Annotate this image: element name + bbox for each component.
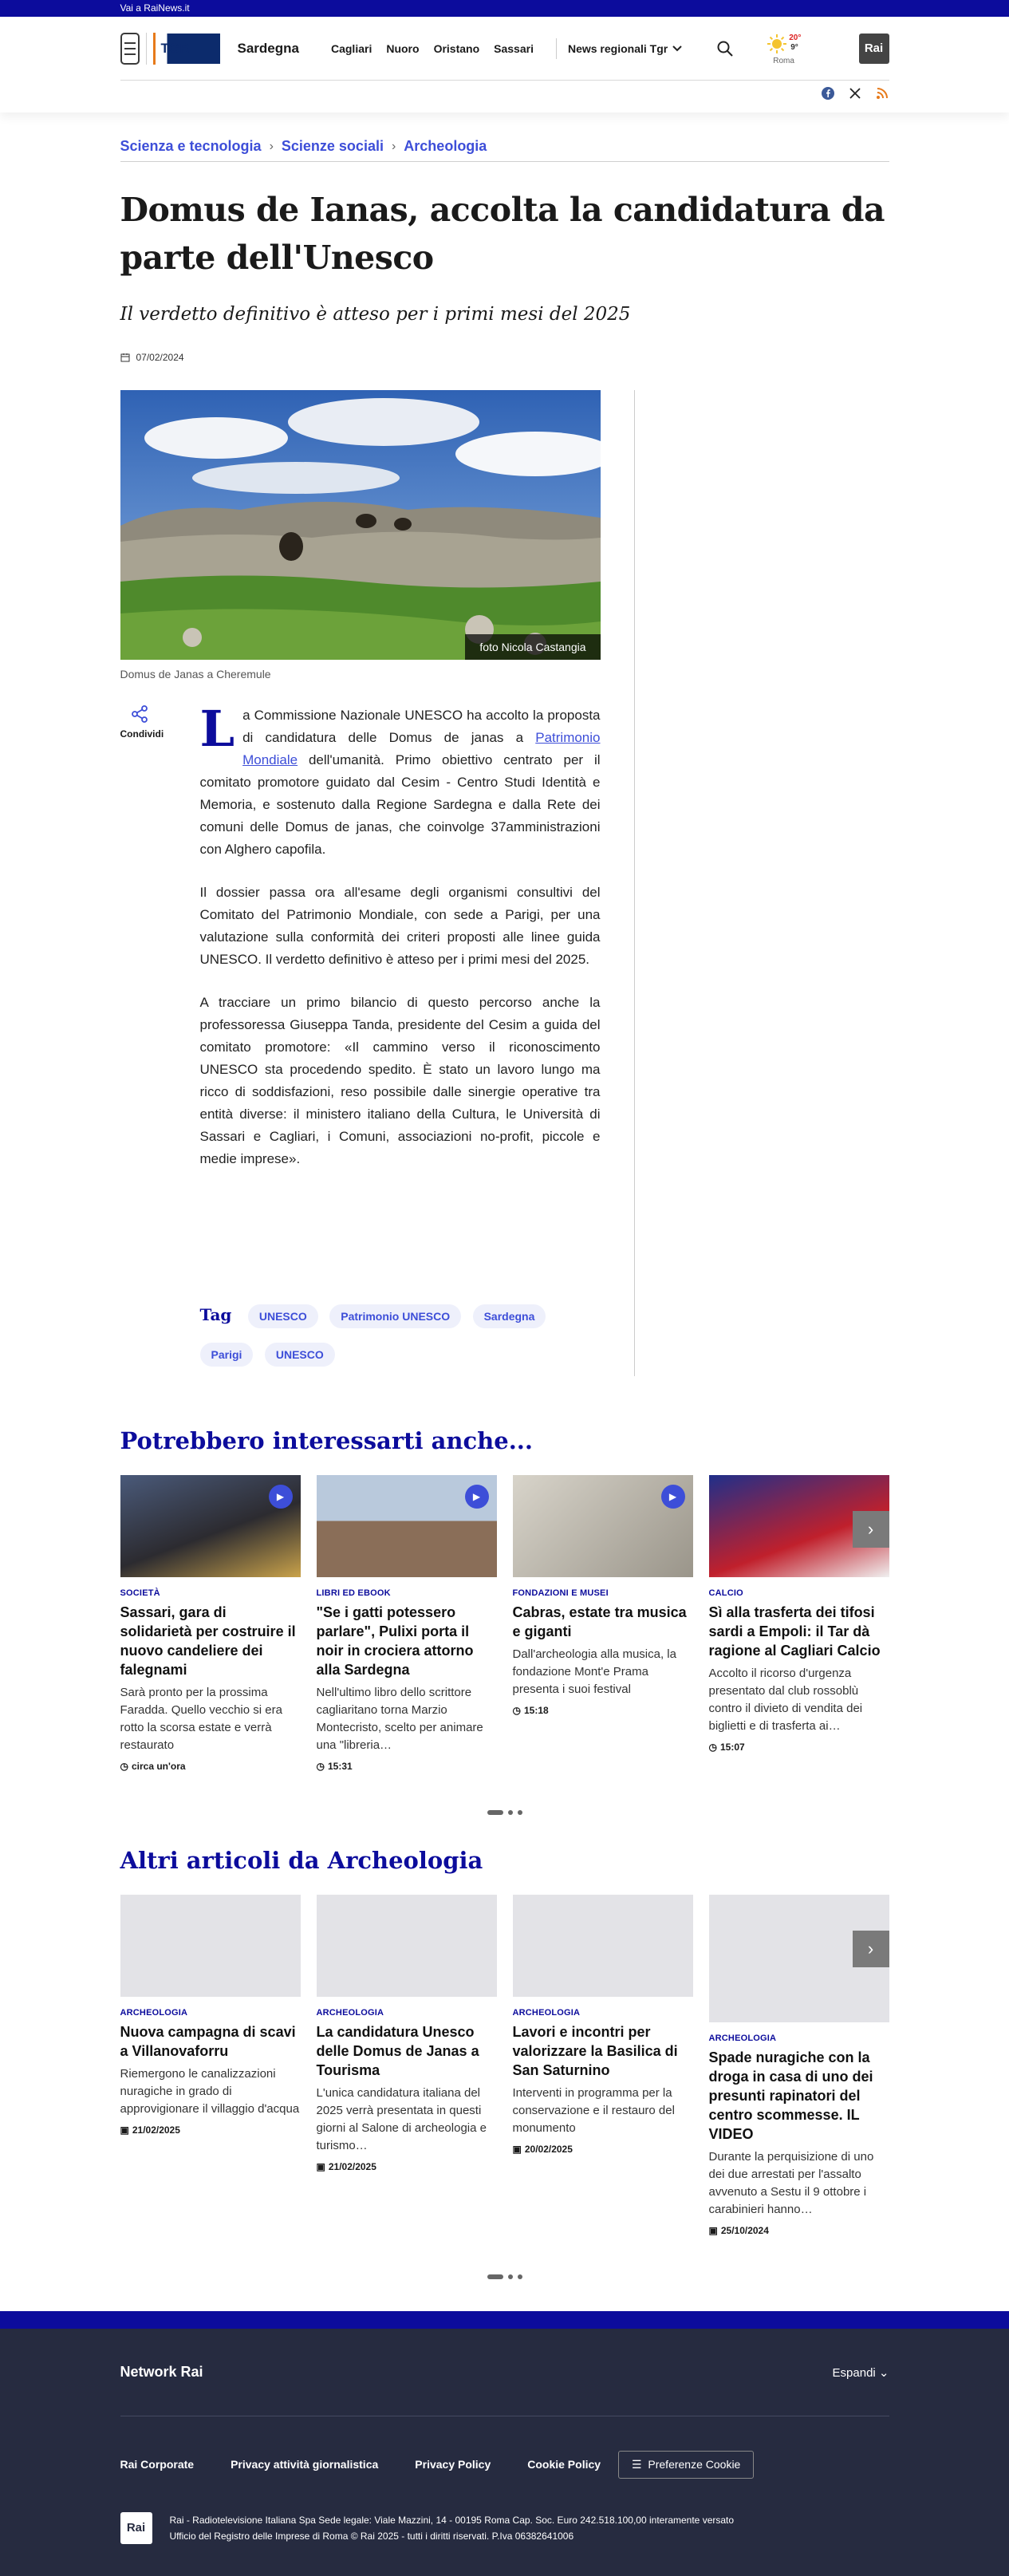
calendar-icon: ▣ (120, 2124, 129, 2136)
tags-section (200, 1304, 601, 1381)
carousel-dots (120, 2274, 889, 2279)
news-card[interactable]: CALCIO Sì alla trasferta dei tifosi sardi a Empoli: il Tar dà ragione al Cagliari Calcio Accolto il ricorso d'urgenza presentato dal club rossoblù contro il divieto di vendita dei biglietti e di trasferta ai… ◷ 15:07 (709, 1475, 889, 1772)
tags-heading: Tag (199, 1305, 232, 1324)
menu-button[interactable] (120, 33, 140, 65)
city-link[interactable]: Nuoro (386, 41, 420, 55)
tag-chip[interactable]: Sardegna (473, 1304, 546, 1328)
city-link[interactable]: Cagliari (330, 41, 372, 55)
weather-city: Roma (773, 56, 794, 65)
temp-max: 20° (789, 33, 802, 42)
chevron-right-icon: › (391, 139, 396, 153)
sidebar-column (634, 390, 889, 1376)
news-card[interactable]: ▶ FONDAZIONI E MUSEI Cabras, estate tra musica e giganti Dall'archeologia alla musica, la fondazione Mont'e Prama presenta i suoi festival ◷ 15:18 (513, 1475, 693, 1772)
carousel-dot[interactable] (487, 2274, 503, 2279)
weather-widget[interactable] (765, 29, 808, 69)
footer-link[interactable]: Cookie Policy (527, 2458, 601, 2471)
tag-chip[interactable]: UNESCO (248, 1304, 318, 1328)
carousel-dot[interactable] (518, 1810, 522, 1815)
chevron-down-icon: ⌄ (878, 2365, 889, 2380)
breadcrumb-item[interactable]: Scienze sociali (281, 138, 384, 154)
photo-caption: Domus de Janas a Cheremule (120, 668, 271, 680)
sun-icon (767, 34, 787, 54)
news-card[interactable]: ARCHEOLOGIA Nuova campagna di scavi a Villanovaforru Riemergono le canalizzazioni nuragiche in grado di approvigionare il villaggio d'acqua ▣ 21/02/2025 (120, 1895, 301, 2236)
breadcrumb-item[interactable]: Archeologia (404, 138, 487, 154)
more-carousel (120, 1895, 889, 2236)
play-icon[interactable]: ▶ (661, 1485, 685, 1509)
breadcrumb (120, 138, 889, 162)
carousel-dot[interactable] (508, 2274, 513, 2279)
footer-link[interactable]: Rai Corporate (120, 2458, 195, 2471)
chevron-down-icon (672, 45, 682, 52)
tag-chip[interactable]: UNESCO (265, 1343, 335, 1367)
card-thumbnail (120, 1475, 301, 1577)
network-rai-title: Network Rai (120, 2364, 203, 2380)
more-title: Altri articoli da Archeologia (120, 1847, 483, 1874)
facebook-icon[interactable] (821, 87, 835, 101)
social-links (821, 87, 889, 101)
carousel-dot[interactable] (487, 1810, 503, 1815)
expand-button[interactable]: Espandi ⌄ (832, 2365, 889, 2380)
footer-link[interactable]: Privacy Policy (415, 2458, 491, 2471)
article-photo[interactable] (120, 390, 601, 660)
news-card[interactable]: ▶ LIBRI ED EBOOK "Se i gatti potessero parlare", Pulixi porta il noir in crociera attorno alla Sardegna Nell'ultimo libro dello scrittore cagliaritano torna Marzio Montecristo, scelto per animare una "libreria… ◷ 15:31 (317, 1475, 497, 1772)
article-date: 07/02/2024 (120, 352, 889, 363)
temp-min: 9° (790, 42, 798, 52)
play-icon[interactable]: ▶ (269, 1485, 293, 1509)
card-thumbnail-placeholder (120, 1895, 301, 1997)
related-title: Potrebbero interessarti anche... (120, 1427, 533, 1454)
card-thumbnail (317, 1475, 497, 1577)
carousel-next-button[interactable]: › (853, 1931, 889, 1967)
region-name[interactable]: Sardegna (237, 40, 299, 56)
carousel-dot[interactable] (508, 1810, 513, 1815)
legal-text: Rai - Radiotelevisione Italiana Spa Sede legale: Viale Mazzini, 14 - 00195 Roma Cap. Soc. Euro 242.518.100,00 interamente versato (169, 2515, 735, 2526)
city-link[interactable]: Oristano (433, 41, 480, 55)
photo-credit: foto Nicola Castangia (465, 634, 600, 660)
tgr-logo[interactable]: TGR (153, 33, 220, 65)
patrimonio-link[interactable]: Patrimonio Mondiale (242, 730, 601, 767)
carousel-dots (120, 1810, 889, 1815)
breadcrumb-item[interactable]: Scienza e tecnologia (120, 138, 262, 154)
share-button[interactable]: Condividi (120, 704, 200, 1191)
city-nav (331, 42, 534, 55)
play-icon[interactable]: ▶ (465, 1485, 489, 1509)
clock-icon: ◷ (708, 1742, 717, 1753)
news-card[interactable]: ARCHEOLOGIA La candidatura Unesco delle Domus de Janas a Tourisma L'unica candidatura italiana del 2025 verrà presentata in questi giorni al Salone di archeologia e turismo… ▣ 21/02/2025 (317, 1895, 497, 2236)
site-header (0, 17, 1009, 112)
calendar-icon: ▣ (708, 2225, 718, 2236)
rai-footer-logo[interactable]: Rai (120, 2512, 152, 2544)
tag-chip[interactable]: Patrimonio UNESCO (329, 1304, 461, 1328)
search-icon[interactable] (717, 41, 733, 57)
rai-logo[interactable]: Rai (859, 34, 889, 64)
card-thumbnail (513, 1475, 693, 1577)
carousel-dot[interactable] (518, 2274, 522, 2279)
top-strip (0, 0, 1009, 17)
sliders-icon: ☰ (632, 2457, 642, 2471)
article-subtitle: Il verdetto definitivo è atteso per i primi mesi del 2025 (120, 304, 631, 325)
calendar-icon: ▣ (316, 2161, 325, 2172)
news-card[interactable]: ▶ SOCIETÀ Sassari, gara di solidarietà per costruire il nuovo candeliere dei falegnami Sarà pronto per la prossima Faradda. Quello vecchio si era rotto la scorsa estate e verrà restaurato ◷ circa un'ora (120, 1475, 301, 1772)
chevron-right-icon: › (269, 139, 274, 153)
news-regional-dropdown[interactable]: News regionali Tgr (568, 42, 682, 55)
city-link[interactable]: Sassari (494, 41, 534, 55)
card-thumbnail-placeholder (513, 1895, 693, 1997)
clock-icon: ◷ (512, 1705, 521, 1716)
clock-icon: ◷ (120, 1761, 128, 1772)
tag-chip[interactable]: Parigi (200, 1343, 254, 1367)
rss-icon[interactable] (875, 87, 889, 101)
news-card[interactable]: ARCHEOLOGIA Lavori e incontri per valorizzare la Basilica di San Saturnino Interventi in programma per la conservazione e il restauro del monumento ▣ 20/02/2025 (513, 1895, 693, 2236)
calendar-icon (120, 353, 130, 362)
news-card[interactable]: ARCHEOLOGIA Spade nuragiche con la droga in casa di uno dei presunti rapinatori del centro scommesse. IL VIDEO Durante la perquisizione di uno dei due arrestati per l'assalto avvenuto a Sestu il 9 ottobre i carabinieri hanno… ▣ 25/10/2024 (709, 1895, 889, 2236)
share-icon (130, 704, 149, 724)
drop-cap: L (199, 700, 235, 758)
legal-text: Ufficio del Registro delle Imprese di Roma © Rai 2025 - tutti i diritti riservati. P.Iva 06382641006 (169, 2531, 574, 2542)
related-carousel (120, 1475, 889, 1772)
card-thumbnail-placeholder (317, 1895, 497, 1997)
site-footer (0, 2329, 1009, 2576)
footer-accent-bar (0, 2311, 1009, 2329)
footer-link[interactable]: Privacy attività giornalistica (231, 2458, 379, 2471)
article-body: La Commissione Nazionale UNESCO ha accolto la proposta di candidatura delle Domus de janas a Patrimonio Mondiale dell'umanità. Primo obiettivo centrato per il comitato promotore guidato dal Cesim - Centro Studi Identità e Memoria, e sostenuto dalla Regione Sardegna e dalla Rete dei comuni delle Domus de janas, che coinvolge 37amministrazioni con Alghero capofila. Il dossier passa ora all'esame degli organismi consultivi del Comitato del Patrimonio Mondiale, con sede a Parigi, per una valutazione sulla conformità dei criteri proposti alle linee guida UNESCO. Il verdetto definitivo è atteso per i primi mesi del 2025. A tracciare un primo bilancio di questo percorso anche la professoressa Giuseppa Tanda, presidente del Cesim a guida del comitato promotore: «Il cammino verso il riconoscimento UNESCO sta procedendo spedito. È stato un lavoro lungo ma ricco di soddisfazioni, reso possibile dalle sinergie operative tra entità diverse: il ministero italiano della Cultura, le Università di Sassari e Cagliari, i Comuni, associazioni no-profit, piccole e medie imprese». (199, 700, 601, 1166)
clock-icon: ◷ (316, 1761, 325, 1772)
carousel-next-button[interactable]: › (853, 1511, 889, 1548)
rainews-link[interactable]: Vai a RaiNews.it (120, 2, 190, 14)
article-title: Domus de Ianas, accolta la candidatura da parte dell'Unesco (120, 191, 885, 277)
cookie-preferences-button[interactable]: ☰ Preferenze Cookie (618, 2451, 754, 2479)
x-icon[interactable] (848, 87, 862, 101)
calendar-icon: ▣ (512, 2144, 522, 2155)
